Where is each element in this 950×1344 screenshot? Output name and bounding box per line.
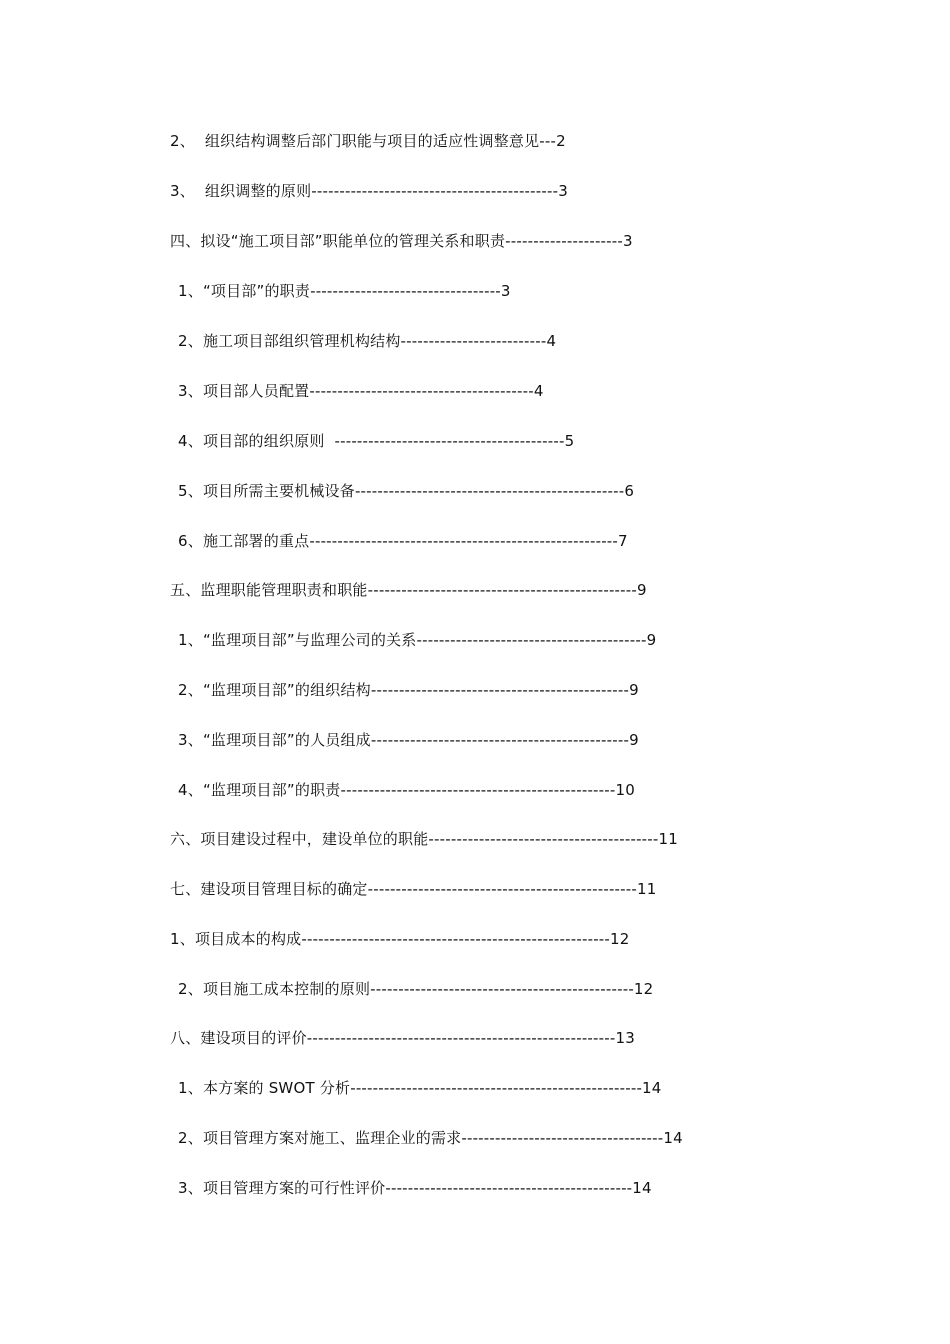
toc-entry-5-4: 4、“监理项目部”的职责-------------------------------------------------10 — [178, 781, 635, 799]
toc-entry-8-2: 2、项目管理方案对施工、监理企业的需求------------------------------------14 — [178, 1129, 683, 1147]
toc-entry-org-adjust-principles: 3、 组织调整的原则--------------------------------------------3 — [170, 182, 568, 200]
toc-entry-section-6: 六、项目建设过程中，建设单位的职能-----------------------------------------11 — [170, 830, 679, 848]
toc-entry-section-4: 四、拟设“施工项目部”职能单位的管理关系和职责---------------------3 — [170, 232, 633, 250]
toc-entry-5-3: 3、“监理项目部”的人员组成----------------------------------------------9 — [178, 731, 639, 749]
toc-entry-4-2: 2、施工项目部组织管理机构结构--------------------------4 — [178, 332, 557, 350]
toc-entry-section-7: 七、建设项目管理目标的确定------------------------------------------------11 — [170, 880, 657, 898]
toc-entry-8-1: 1、本方案的 SWOT 分析----------------------------------------------------14 — [178, 1079, 662, 1097]
toc-entry-section-8: 八、建设项目的评价-------------------------------------------------------13 — [170, 1029, 635, 1047]
toc-entry-4-6: 6、施工部署的重点-------------------------------------------------------7 — [178, 532, 628, 550]
toc-entry-7-1: 1、项目成本的构成-------------------------------------------------------12 — [170, 930, 630, 948]
toc-entry-4-1: 1、“项目部”的职责----------------------------------3 — [178, 282, 511, 300]
toc-entry-8-3: 3、项目管理方案的可行性评价--------------------------------------------14 — [178, 1179, 652, 1197]
toc-entry-section-5: 五、监理职能管理职责和职能------------------------------------------------9 — [170, 581, 647, 599]
toc-entry-4-5: 5、项目所需主要机械设备------------------------------------------------6 — [178, 482, 635, 500]
toc-entry-org-adjust-dept-functions: 2、 组织结构调整后部门职能与项目的适应性调整意见---2 — [170, 132, 566, 150]
toc-entry-4-3: 3、项目部人员配置----------------------------------------4 — [178, 382, 544, 400]
toc-entry-5-2: 2、“监理项目部”的组织结构----------------------------------------------9 — [178, 681, 639, 699]
toc-entry-4-4: 4、项目部的组织原则 -----------------------------------------5 — [178, 432, 575, 450]
toc-entry-5-1: 1、“监理项目部”与监理公司的关系-----------------------------------------9 — [178, 631, 657, 649]
toc-entry-7-2: 2、项目施工成本控制的原则-----------------------------------------------12 — [178, 980, 654, 998]
